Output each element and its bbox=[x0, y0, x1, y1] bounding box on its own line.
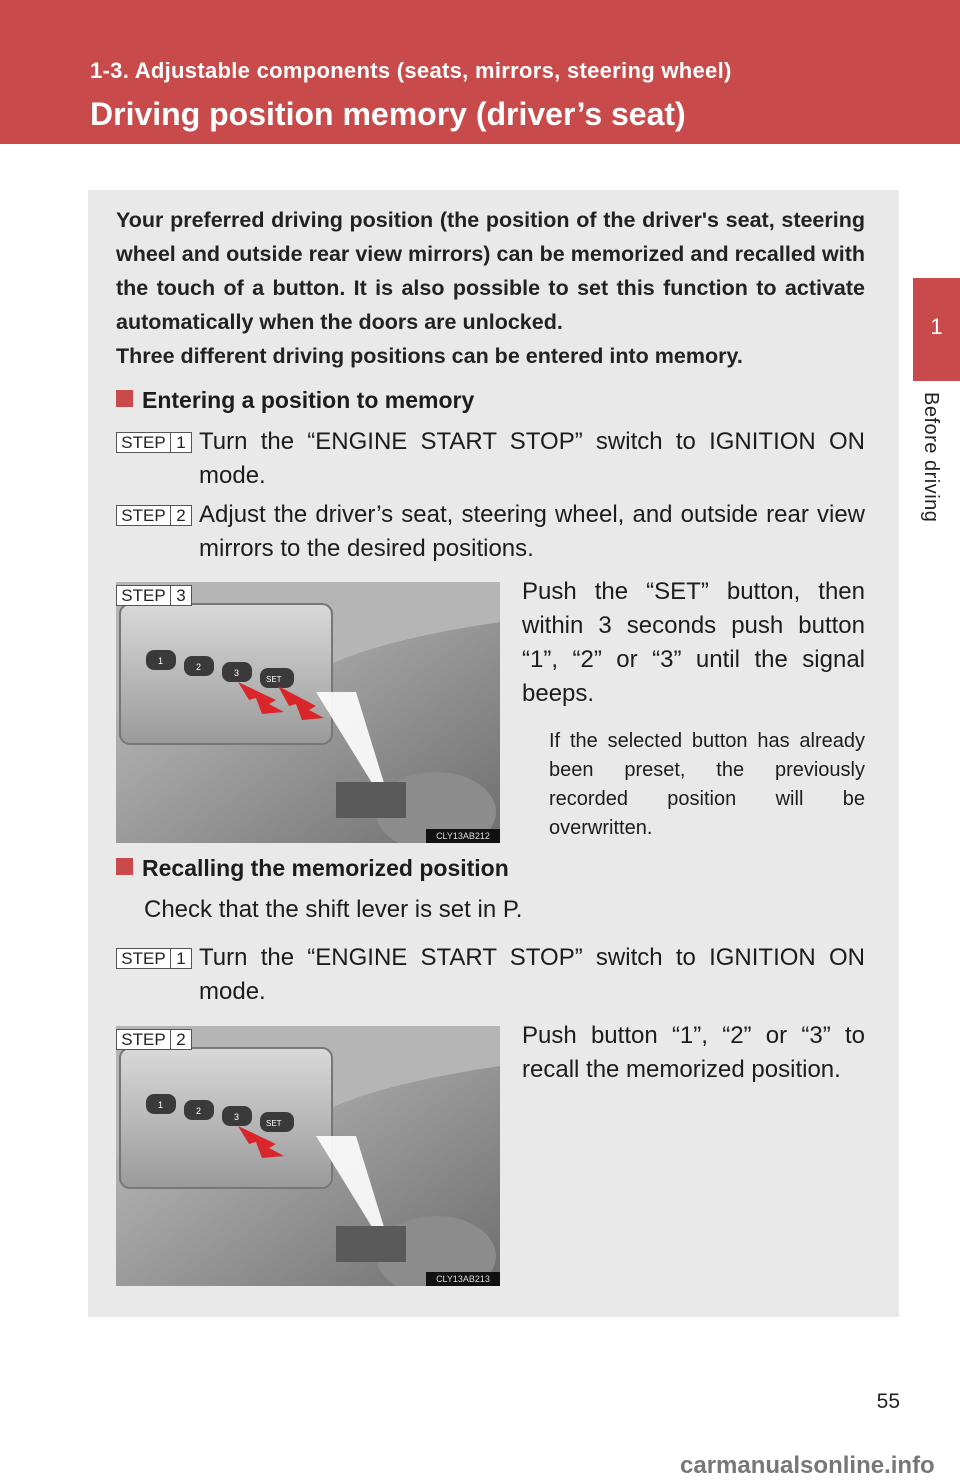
step-badge-number: 2 bbox=[176, 506, 186, 525]
step-badge-number: 1 bbox=[176, 949, 186, 968]
intro-text bbox=[116, 203, 865, 373]
step-badge bbox=[116, 432, 192, 453]
set-button-label: SET bbox=[266, 1119, 282, 1128]
intro-paragraph-1: Your preferred driving position (the position of the driver's seat, steering wheel and outside rear view mirrors) can be memorized and recalled with the touch of a button. It is also possible to set this function to activate automatically when the doors are unlocked. bbox=[116, 208, 865, 334]
button-2-label: 2 bbox=[196, 662, 202, 672]
door-switch-illustration-recall bbox=[116, 1026, 500, 1286]
step-badge-number: 1 bbox=[176, 433, 186, 452]
button-1-label: 1 bbox=[158, 1100, 164, 1110]
section-title: 1-3. Adjustable components (seats, mirrors, steering wheel) bbox=[90, 58, 732, 83]
step-badge-label: STEP bbox=[117, 506, 171, 525]
chapter-tab-number: 1 bbox=[930, 314, 943, 339]
door-switch-recall-svg bbox=[116, 1026, 500, 1286]
page-title: Driving position memory (driver’s seat) bbox=[90, 96, 686, 132]
entering-step-1-text: Turn the “ENGINE START STOP” switch to IGNITION ON mode. bbox=[199, 428, 865, 489]
entering-heading bbox=[116, 387, 474, 414]
entering-heading-text: Entering a position to memory bbox=[142, 387, 475, 413]
step-badge-label: STEP bbox=[117, 433, 171, 452]
step-badge-number: 3 bbox=[176, 586, 186, 605]
button-3-label: 3 bbox=[234, 668, 240, 678]
step-badge bbox=[116, 1029, 192, 1050]
chapter-tab[interactable] bbox=[913, 278, 960, 381]
step-badge-label: STEP bbox=[117, 949, 171, 968]
step-badge-label: STEP bbox=[117, 1030, 171, 1049]
door-switch-set-svg bbox=[116, 582, 500, 843]
intro-paragraph-2: Three different driving positions can be entered into memory. bbox=[116, 344, 743, 368]
page-number: 55 bbox=[876, 1390, 900, 1413]
door-switch-illustration-set bbox=[116, 582, 500, 843]
recalling-step-2-text: Push button “1”, “2” or “3” to recall the memorized position. bbox=[522, 1022, 865, 1083]
entering-step-3-note: If the selected button has already been preset, the previously recorded position will be overwritten. bbox=[549, 730, 865, 839]
button-2-label: 2 bbox=[196, 1106, 202, 1116]
watermark: carmanualsonline.info bbox=[680, 1452, 935, 1479]
chapter-header bbox=[0, 0, 960, 144]
step-badge-label: STEP bbox=[117, 586, 171, 605]
button-1-label: 1 bbox=[158, 656, 164, 666]
recalling-heading bbox=[116, 855, 509, 882]
image-code: CLY13AB213 bbox=[436, 1274, 490, 1284]
step-badge bbox=[116, 505, 192, 526]
section-marker-icon bbox=[116, 390, 133, 407]
image-code: CLY13AB212 bbox=[436, 831, 490, 841]
button-3-label: 3 bbox=[234, 1112, 240, 1122]
step-badge bbox=[116, 948, 192, 969]
recalling-step-1-text: Turn the “ENGINE START STOP” switch to IGNITION ON mode. bbox=[199, 944, 865, 1005]
step-badge bbox=[116, 585, 192, 606]
recalling-heading-text: Recalling the memorized position bbox=[142, 855, 509, 881]
recalling-intro: Check that the shift lever is set in P. bbox=[144, 896, 523, 923]
section-marker-icon bbox=[116, 858, 133, 875]
chapter-tab-label: Before driving bbox=[920, 392, 942, 523]
entering-step-2-text: Adjust the driver’s seat, steering wheel, and outside rear view mirrors to the desired positions. bbox=[199, 501, 865, 562]
step-badge-number: 2 bbox=[176, 1030, 186, 1049]
set-button-label: SET bbox=[266, 675, 282, 684]
entering-step-3-text: Push the “SET” button, then within 3 seconds push button “1”, “2” or “3” until the signal beeps. bbox=[522, 578, 865, 707]
